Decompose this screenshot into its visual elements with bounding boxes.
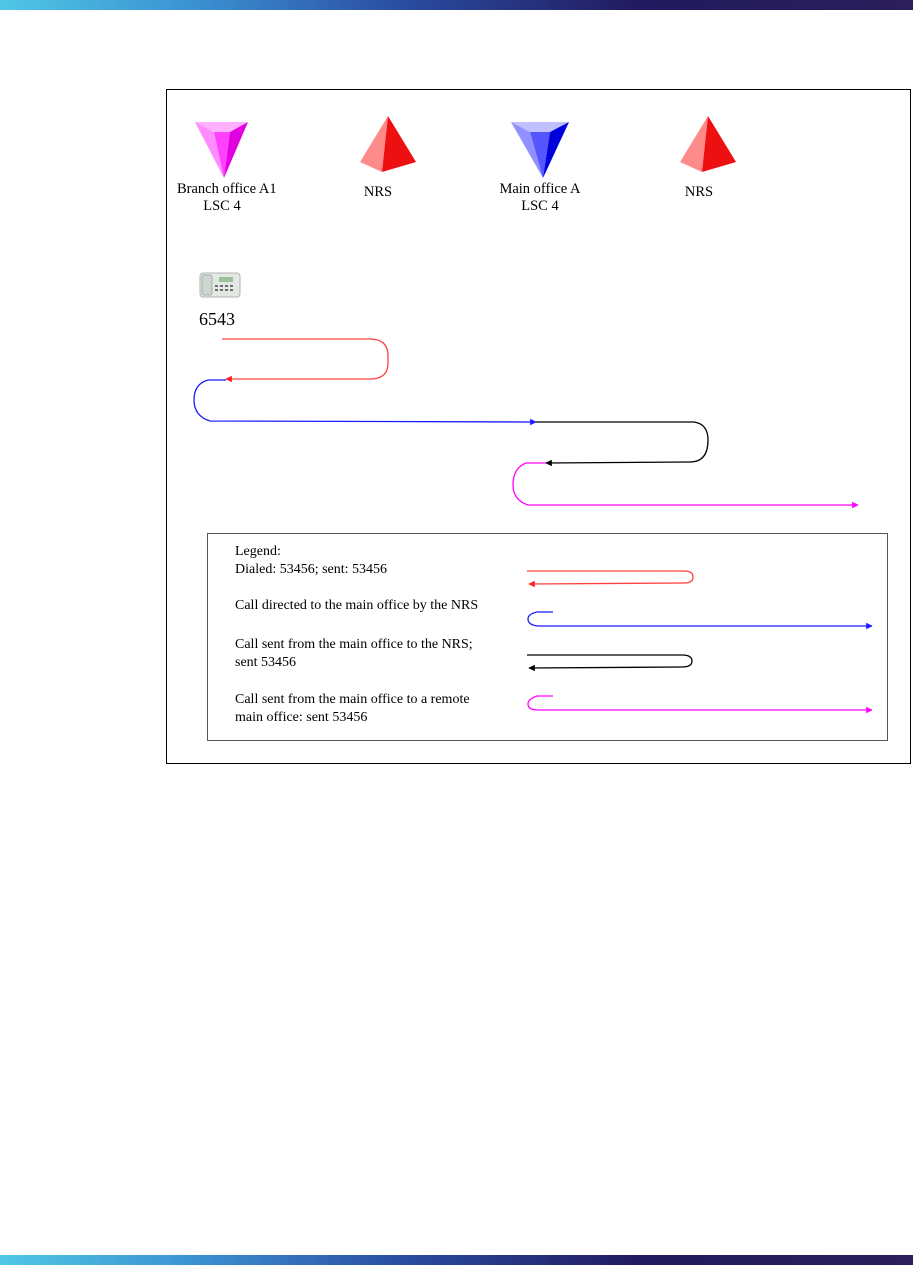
- main-office-pyramid-icon: [511, 122, 569, 178]
- nrs-return-call-path: [536, 422, 708, 463]
- main-office-label: Main office A LSC 4: [499, 181, 581, 214]
- phone-extension-label: 6543: [199, 309, 235, 329]
- dialed-call-path: [222, 339, 388, 379]
- remote-office-call-path: [513, 463, 858, 505]
- legend-title: Legend:: [235, 544, 281, 559]
- nrs-pyramid-icon: [360, 116, 416, 172]
- directed-call-path: [194, 380, 536, 422]
- legend-item-dialed: Dialed: 53456; sent: 53456: [235, 562, 388, 577]
- nrs-label: NRS: [363, 184, 393, 200]
- desk-phone-icon: [200, 273, 240, 297]
- legend-item-nrs-return: Call sent from the main office to the NRS; sent 53456: [235, 637, 473, 670]
- legend-item-remote: Call sent from the main office to a remote main office: sent 53456: [235, 692, 470, 725]
- nrs-pyramid-icon: [680, 116, 736, 172]
- nrs-label: NRS: [684, 184, 714, 200]
- branch-office-label: Branch office A1 LSC 4: [177, 181, 277, 214]
- branch-office-pyramid-icon: [195, 122, 248, 178]
- legend-item-directed: Call directed to the main office by the NRS: [235, 598, 479, 613]
